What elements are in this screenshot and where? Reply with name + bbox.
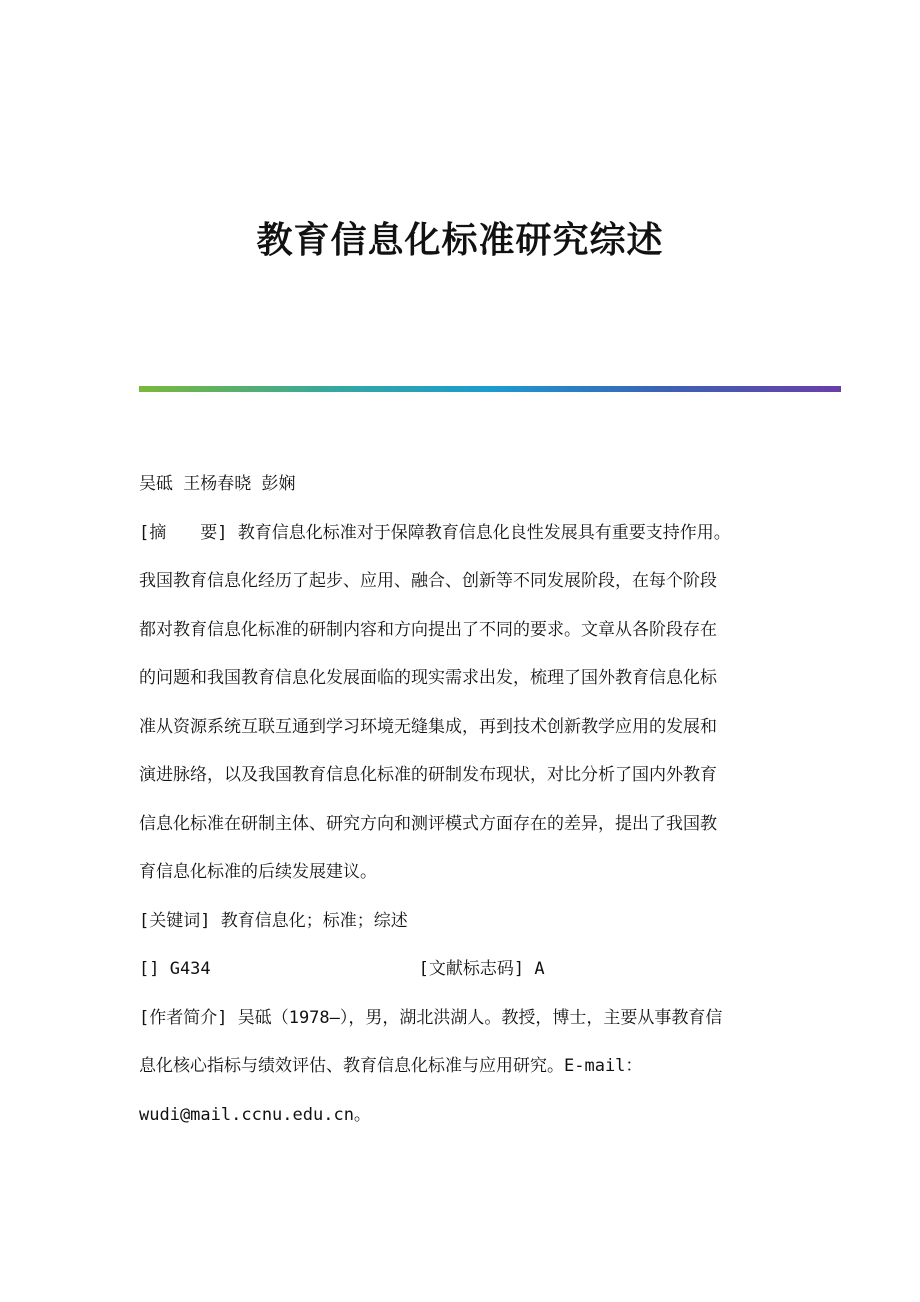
title-divider (139, 386, 841, 392)
abstract-line: 育信息化标准的后续发展建议。 (139, 862, 377, 882)
article-body (139, 470, 779, 1149)
abstract-line: 准从资源系统互联互通到学习环境无缝集成，再到技术创新教学应用的发展和 (139, 716, 717, 737)
author-bio-line: 息化核心指标与绩效评估、教育信息化标准与应用研究。E-mail： (139, 1056, 643, 1076)
abstract-line: 演进脉络，以及我国教育信息化标准的研制发布现状，对比分析了国内外教育 (139, 765, 717, 785)
clc-number: [] G434 (139, 959, 211, 979)
author-bio-section (139, 1004, 779, 1150)
abstract-line: 的问题和我国教育信息化发展面临的现实需求出发，梳理了国外教育信息化标 (139, 668, 717, 688)
abstract-section (139, 519, 779, 907)
abstract-line: 都对教育信息化标准的研制内容和方向提出了不同的要求。文章从各阶段存在 (139, 619, 717, 640)
document-code: [文献标志码] A (418, 959, 545, 979)
abstract-line: [摘 要] 教育信息化标准对于保障教育信息化良性发展具有重要支持作用。 (139, 522, 731, 543)
page-title: 教育信息化标准研究综述 (256, 219, 664, 261)
abstract-line: 信息化标准在研制主体、研究方向和测评模式方面存在的差异，提出了我国教 (139, 813, 717, 834)
abstract-line: 我国教育信息化经历了起步、应用、融合、创新等不同发展阶段，在每个阶段 (139, 571, 717, 591)
author-email: wudi@mail.ccnu.edu.cn。 (139, 1104, 371, 1125)
author-line: 吴砥 王杨春晓 彭娴 (139, 474, 296, 494)
author-bio-line: [作者简介] 吴砥（1978—），男，湖北洪湖人。教授，博士，主要从事教育信 (139, 1007, 723, 1028)
keywords-line: [关键词] 教育信息化；标准；综述 (139, 910, 408, 931)
classification-line (139, 955, 779, 1004)
